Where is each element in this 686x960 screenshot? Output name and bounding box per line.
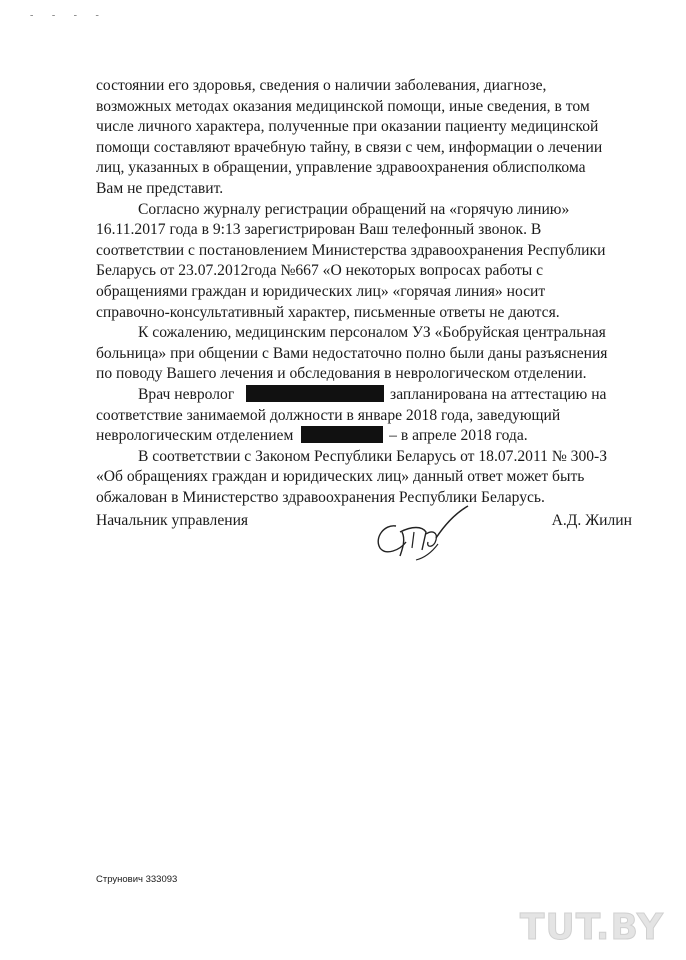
executor-note: Струнович 333093 <box>96 874 178 885</box>
letter-body <box>96 76 656 508</box>
paragraph-2: Согласно журналу регистрации обращений на «горячую линию» 16.11.2017 года в 9:13 зарегистрирован Ваш телефонный звонок. В соответствии с постановлением Министерства здравоохранения Республики Беларусь от 23.07.2012года №667 «О некоторых вопросах работы с обращениями граждан и юридических лиц» «горячая линия» носит справочно-консультативный характер, письменные ответы не даются. <box>96 200 606 321</box>
paragraph-1: состоянии его здоровья, сведения о наличии заболевания, диагнозе, возможных методах оказания медицинской помощи, иные сведения, в том числе личного характера, полученные при оказании пациенту медицинской помощи составляют врачебную тайну, в связи с чем, информации о лечении лиц, указанных в обращении, управление здравоохранения облисполкома Вам не представит. <box>96 77 603 197</box>
paragraph-4: Врач невролог запланирована на аттестацию на соответствие занимаемой должности в январе 2018 года, заведующий неврологическим отделением – в апреле 2018 года. <box>96 385 607 445</box>
paragraph-5: В соответствии с Законом Республики Беларусь от 18.07.2011 № 300-З «Об обращениях граждан и юридических лиц» данный ответ может быть обжалован в Министерство здравоохранения Республики Беларусь. <box>96 447 608 506</box>
redaction-bar-doctor-name <box>246 385 384 402</box>
scan-top-marks: - - - - <box>30 10 107 21</box>
signatory-name: А.Д. Жилин <box>551 512 632 529</box>
redaction-bar-head-name <box>301 426 383 443</box>
paragraph-3: К сожалению, медицинским персоналом УЗ «Бобруйская центральная больница» при общении с Вами недостаточно полно были даны разъяснения по поводу Вашего лечения и обследования в неврологическом отделении. <box>96 324 608 383</box>
watermark-logo: TUT.BY <box>519 907 664 948</box>
signatory-title: Начальник управления <box>96 512 249 529</box>
handwritten-signature <box>366 504 476 562</box>
signature-block <box>96 512 656 572</box>
